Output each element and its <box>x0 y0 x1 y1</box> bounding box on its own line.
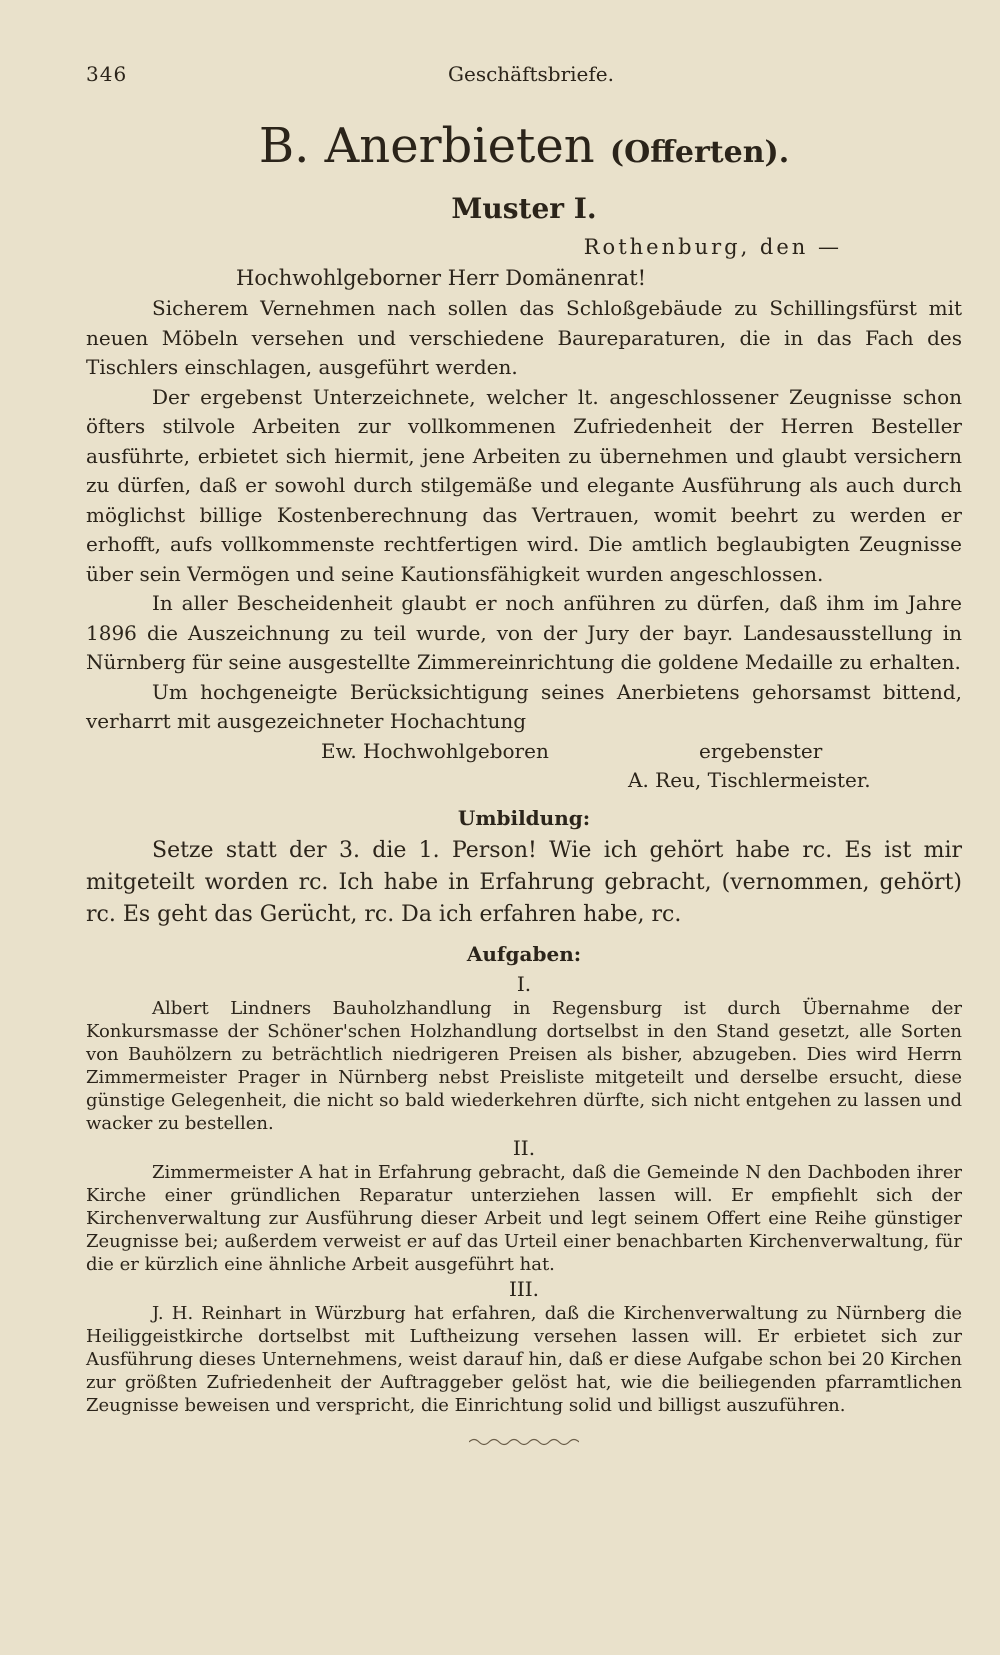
section-title-main: B. Anerbieten <box>258 118 595 174</box>
task-text: Zimmermeister A hat in Erfahrung gebracht, daß die Gemeinde N den Dachboden ihrer Kirche einer gründlichen Reparatur unterziehen lassen will. Er empfiehlt sich der Kirchenverwaltung zur Ausführung dieser Arbeit und legt seinem Offert eine Reihe günstiger Zeugnisse bei; außerdem verweist er auf das Urteil einer benachbarten Kirchenverwaltung, für die er kürzlich eine ähnliche Arbeit ausgeführt hat. <box>86 1161 962 1275</box>
task-text: J. H. Reinhart in Würzburg hat erfahren, daß die Kirchenverwaltung zu Nürnberg die Heiliggeistkirche dortselbst mit Luftheizung versehen lassen will. Er erbietet sich zur Ausführung dieses Unternehmens, weist darauf hin, daß er diese Aufgabe schon bei 20 Kirchen zur größten Zufriedenheit der Auftraggeber gelöst hat, wie die beiliegenden pfarramtlichen Zeugnisse beweisen und verspricht, die Einrichtung solid und billigst auszuführen. <box>86 1302 962 1416</box>
umbildung-heading: Umbildung: <box>457 805 591 830</box>
section-title <box>86 116 962 183</box>
letter-signature-line <box>86 766 962 795</box>
section-title-paren: (Offerten). <box>609 135 790 170</box>
letter-salutation: Hochwohlgeborner Herr Domänenrat! <box>236 266 647 290</box>
letter-signature: A. Reu, Tischlermeister. <box>628 767 871 792</box>
letter-date-line: Rothenburg, den — <box>583 235 842 259</box>
letter-heading: Muster I. <box>451 192 597 225</box>
task-numeral: I. <box>516 971 532 996</box>
letter-paragraph: Um hochgeneigte Berücksichtigung seines Anerbietens gehorsamst bittend, verharrt mit ausgezeichneter Hochachtung <box>86 679 962 733</box>
letter-paragraph: Sicherem Vernehmen nach sollen das Schloßgebäude zu Schillingsfürst mit neuen Möbeln versehen und verschiedene Baureparaturen, die in das Fach des Tischlers einschlagen, ausgeführt werden. <box>86 296 962 379</box>
task-numeral: II. <box>512 1135 536 1160</box>
closing-address: Ew. Hochwohlgeboren <box>321 738 549 763</box>
page-number: 346 <box>86 62 128 86</box>
task-numeral: III. <box>508 1276 540 1301</box>
aufgaben-heading: Aufgaben: <box>466 941 582 966</box>
task-text: Albert Lindners Bauholzhandlung in Regensburg ist durch Übernahme der Konkursmasse der Schöner'schen Holzhandlung dortselbst in den Stand gesetzt, alle Sorten von Bauhölzern zu beträchtlich niedrigeren Preisen als bisher, abzugeben. Dies wird Herrn Zimmermeister Prager in Nürnberg nebst Preisliste mitgeteilt und derselbe ersucht, diese günstige Gelegenheit, die nicht so bald wiederkehren dürfte, sich nicht entgehen zu lassen und wacker zu bestellen. <box>86 997 962 1134</box>
umbildung-text: Setze statt der 3. die 1. Person! Wie ich gehört habe rc. Es ist mir mitgeteilt worden rc. Ich habe in Erfahrung gebracht, (vernommen, gehört) rc. Es geht das Gerücht, rc. Da ich erfahren habe, rc. <box>86 837 962 927</box>
letter-paragraph: Der ergebenst Unterzeichnete, welcher lt. angeschlossener Zeugnisse schon öfters stilvole Arbeiten zur vollkommenen Zufriedenheit der Herren Besteller ausführte, erbietet sich hiermit, jene Arbeiten zu übernehmen und glaubt versichern zu dürfen, daß er sowohl durch stilgemäße und elegante Ausführung als auch durch möglichst billige Kostenberechnung das Vertrauen, womit beehrt zu werden er erhofft, aufs vollkommenste rechtfertigen wird. Die amtlich beglaubigten Zeugnisse über sein Vermögen und seine Kautionsfähigkeit wurden angeschlossen. <box>86 384 962 586</box>
closing-ergebenster: ergebenster <box>699 738 823 763</box>
running-header <box>86 62 962 96</box>
end-ornament <box>86 1431 962 1452</box>
letter-closing <box>86 737 962 766</box>
letter-paragraph: In aller Bescheidenheit glaubt er noch anführen zu dürfen, daß ihm im Jahre 1896 die Auszeichnung zu teil wurde, von der Jury der bayr. Landesausstellung in Nürnberg für seine ausgestellte Zimmereinrichtung die goldene Medaille zu erhalten. <box>86 591 962 674</box>
running-title: Geschäftsbriefe. <box>448 62 614 86</box>
wavy-line-ornament-icon <box>469 1437 579 1447</box>
